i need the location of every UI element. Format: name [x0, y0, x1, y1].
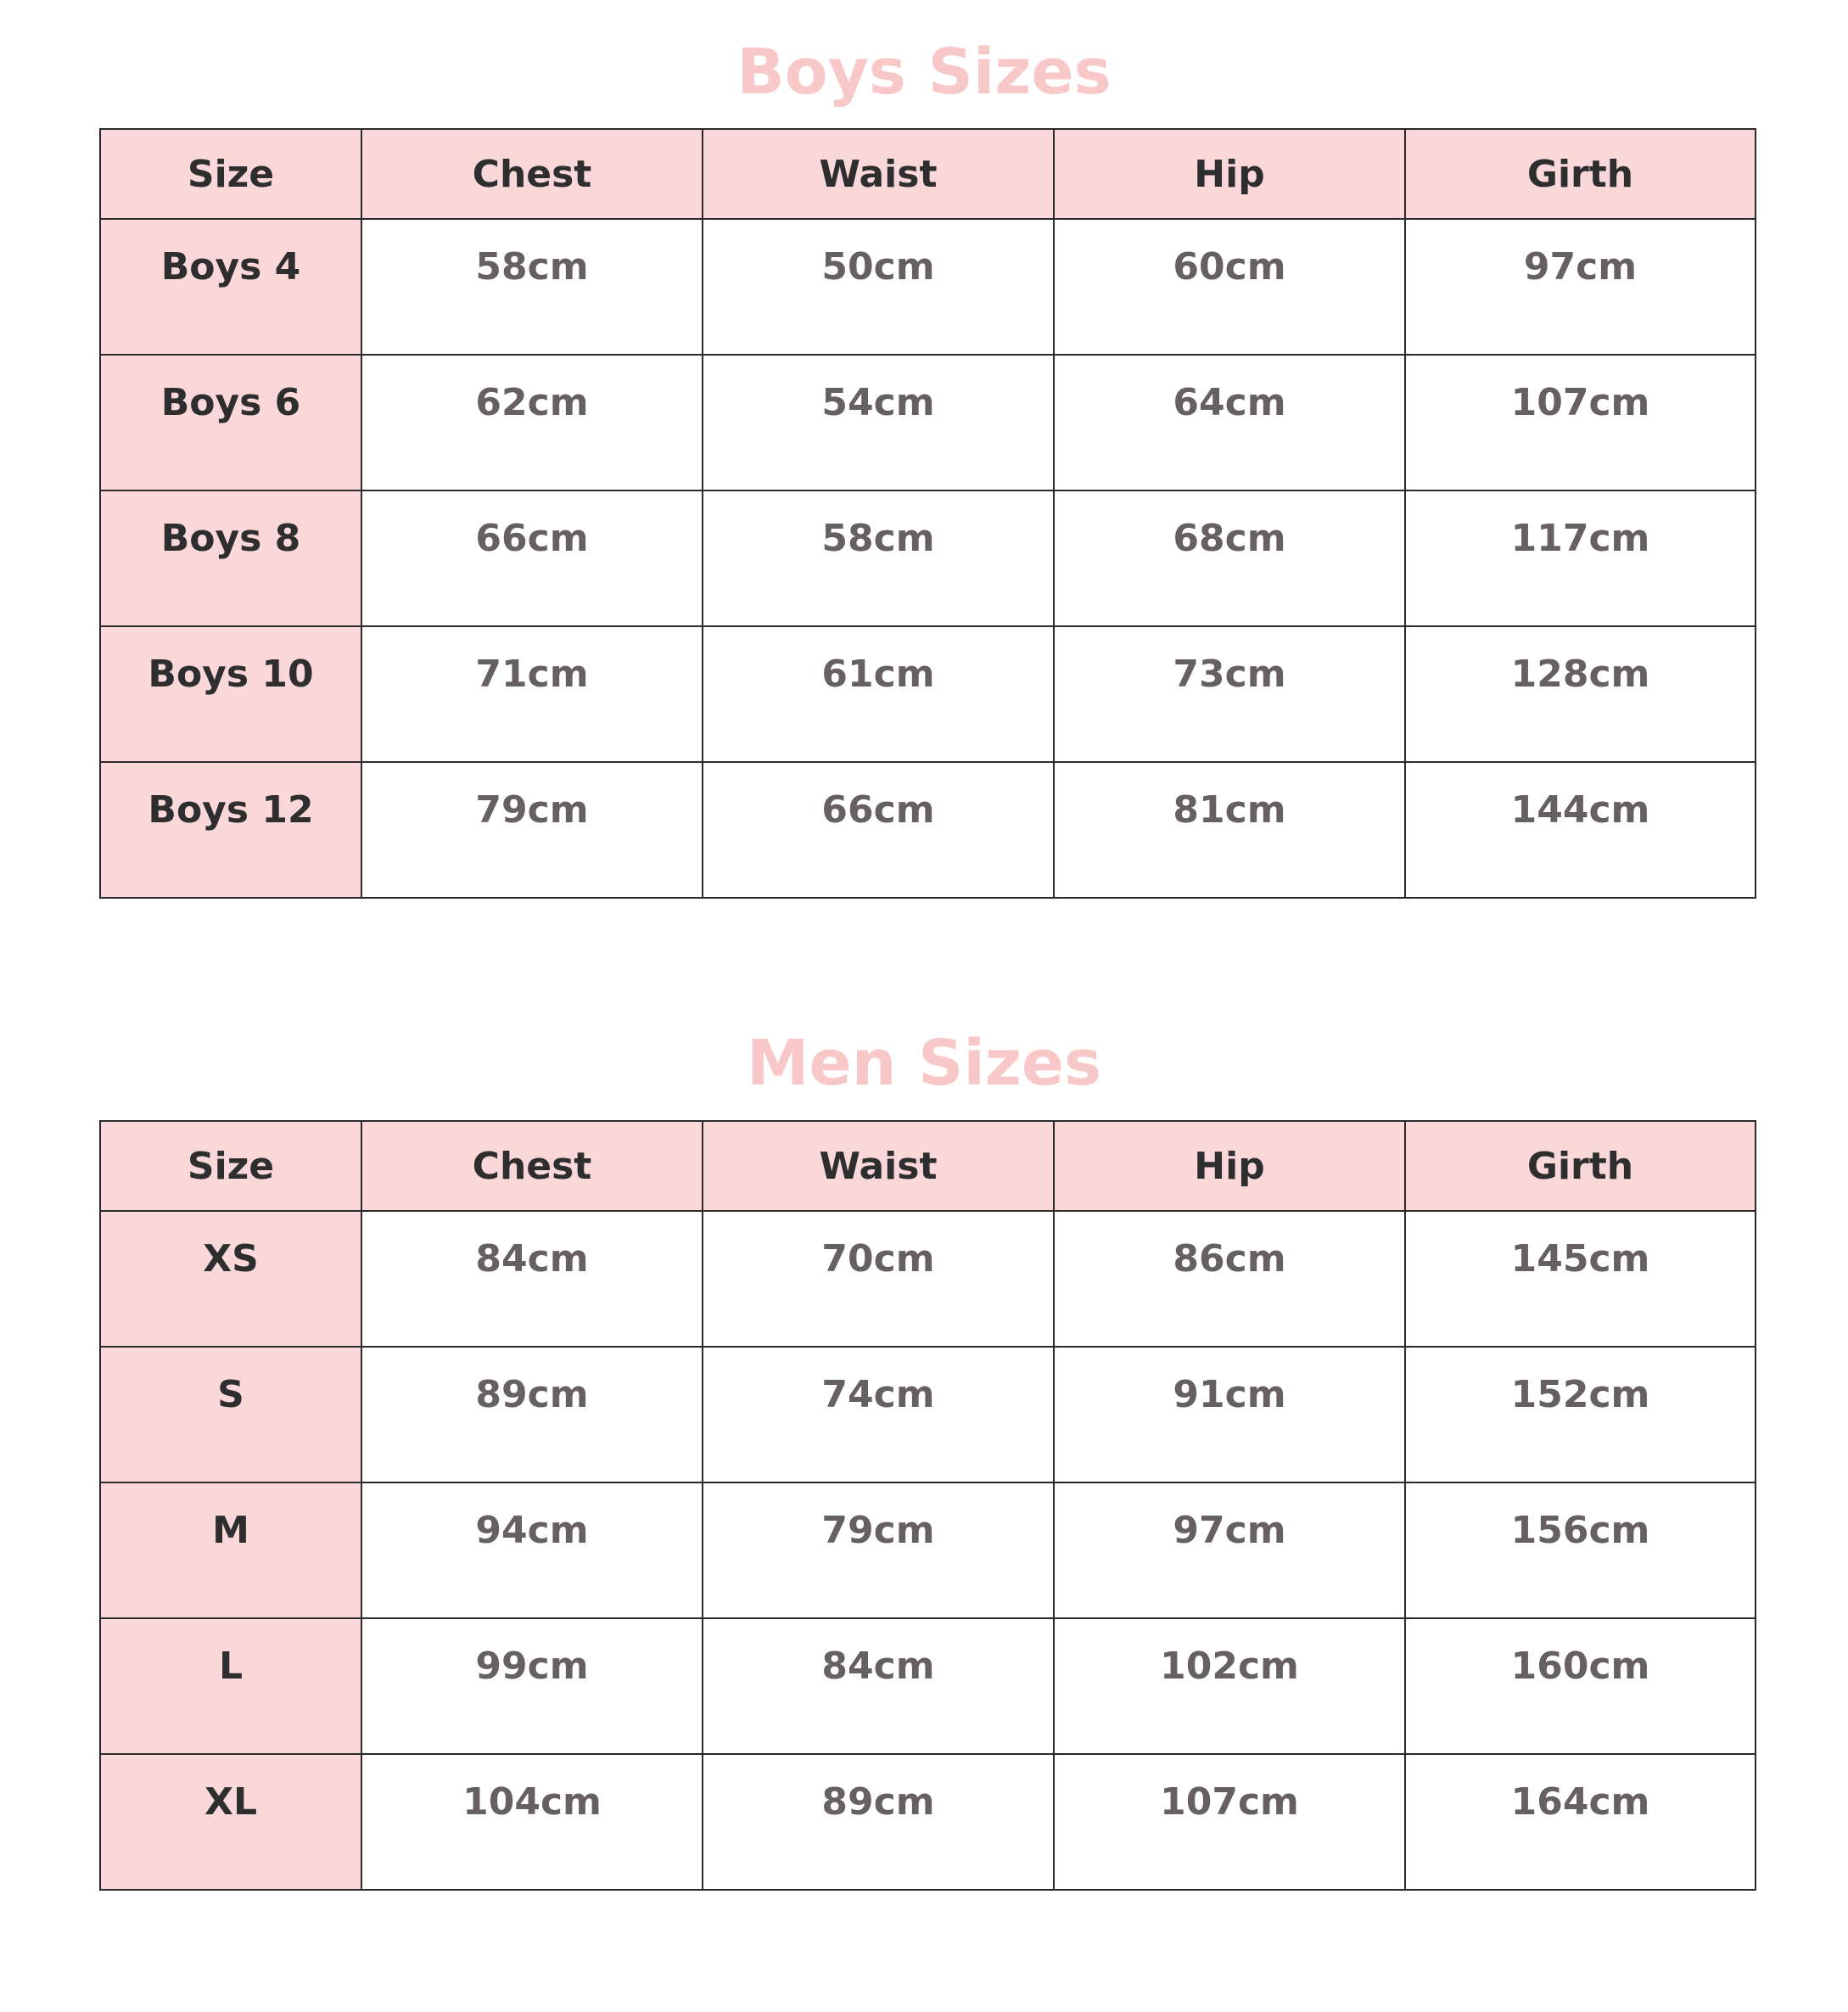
chest-cell: 66cm — [361, 490, 703, 626]
waist-cell: 74cm — [703, 1347, 1054, 1482]
men-sizes-title: Men Sizes — [746, 1027, 1102, 1100]
hip-cell: 60cm — [1054, 219, 1405, 355]
size-label-cell: XL — [100, 1754, 361, 1890]
boys-size-table — [99, 128, 1756, 899]
waist-cell: 54cm — [703, 355, 1054, 490]
hip-cell: 81cm — [1054, 762, 1405, 898]
table-header-row — [100, 129, 1756, 219]
hip-cell: 97cm — [1054, 1482, 1405, 1618]
column-header-hip: Hip — [1054, 1121, 1405, 1211]
waist-cell: 66cm — [703, 762, 1054, 898]
waist-cell: 61cm — [703, 626, 1054, 762]
table-row — [100, 1347, 1756, 1482]
chest-cell: 58cm — [361, 219, 703, 355]
chest-cell: 104cm — [361, 1754, 703, 1890]
girth-cell: 152cm — [1405, 1347, 1756, 1482]
hip-cell: 102cm — [1054, 1618, 1405, 1754]
column-header-waist: Waist — [703, 1121, 1054, 1211]
table-row — [100, 219, 1756, 355]
girth-cell: 164cm — [1405, 1754, 1756, 1890]
size-label-cell: L — [100, 1618, 361, 1754]
table-row — [100, 1482, 1756, 1618]
girth-cell: 160cm — [1405, 1618, 1756, 1754]
table-header-row — [100, 1121, 1756, 1211]
column-header-waist: Waist — [703, 129, 1054, 219]
table-row — [100, 1754, 1756, 1890]
table-row — [100, 626, 1756, 762]
girth-cell: 145cm — [1405, 1211, 1756, 1347]
chest-cell: 94cm — [361, 1482, 703, 1618]
waist-cell: 58cm — [703, 490, 1054, 626]
size-label-cell: Boys 8 — [100, 490, 361, 626]
table-row — [100, 1618, 1756, 1754]
size-label-cell: M — [100, 1482, 361, 1618]
men-size-table — [99, 1120, 1756, 1891]
girth-cell: 144cm — [1405, 762, 1756, 898]
waist-cell: 70cm — [703, 1211, 1054, 1347]
table-row — [100, 762, 1756, 898]
hip-cell: 73cm — [1054, 626, 1405, 762]
waist-cell: 89cm — [703, 1754, 1054, 1890]
chest-cell: 79cm — [361, 762, 703, 898]
girth-cell: 128cm — [1405, 626, 1756, 762]
hip-cell: 64cm — [1054, 355, 1405, 490]
chest-cell: 84cm — [361, 1211, 703, 1347]
girth-cell: 156cm — [1405, 1482, 1756, 1618]
hip-cell: 68cm — [1054, 490, 1405, 626]
size-label-cell: Boys 10 — [100, 626, 361, 762]
column-header-girth: Girth — [1405, 1121, 1756, 1211]
column-header-size: Size — [100, 1121, 361, 1211]
hip-cell: 86cm — [1054, 1211, 1405, 1347]
table-row — [100, 1211, 1756, 1347]
waist-cell: 79cm — [703, 1482, 1054, 1618]
column-header-chest: Chest — [361, 129, 703, 219]
size-label-cell: Boys 12 — [100, 762, 361, 898]
column-header-girth: Girth — [1405, 129, 1756, 219]
column-header-hip: Hip — [1054, 129, 1405, 219]
size-label-cell: Boys 4 — [100, 219, 361, 355]
waist-cell: 50cm — [703, 219, 1054, 355]
hip-cell: 107cm — [1054, 1754, 1405, 1890]
girth-cell: 97cm — [1405, 219, 1756, 355]
boys-sizes-title: Boys Sizes — [736, 36, 1112, 109]
chest-cell: 99cm — [361, 1618, 703, 1754]
waist-cell: 84cm — [703, 1618, 1054, 1754]
table-row — [100, 355, 1756, 490]
size-label-cell: XS — [100, 1211, 361, 1347]
column-header-size: Size — [100, 129, 361, 219]
chest-cell: 62cm — [361, 355, 703, 490]
chest-cell: 89cm — [361, 1347, 703, 1482]
chest-cell: 71cm — [361, 626, 703, 762]
size-label-cell: Boys 6 — [100, 355, 361, 490]
column-header-chest: Chest — [361, 1121, 703, 1211]
girth-cell: 117cm — [1405, 490, 1756, 626]
table-row — [100, 490, 1756, 626]
hip-cell: 91cm — [1054, 1347, 1405, 1482]
size-label-cell: S — [100, 1347, 361, 1482]
girth-cell: 107cm — [1405, 355, 1756, 490]
